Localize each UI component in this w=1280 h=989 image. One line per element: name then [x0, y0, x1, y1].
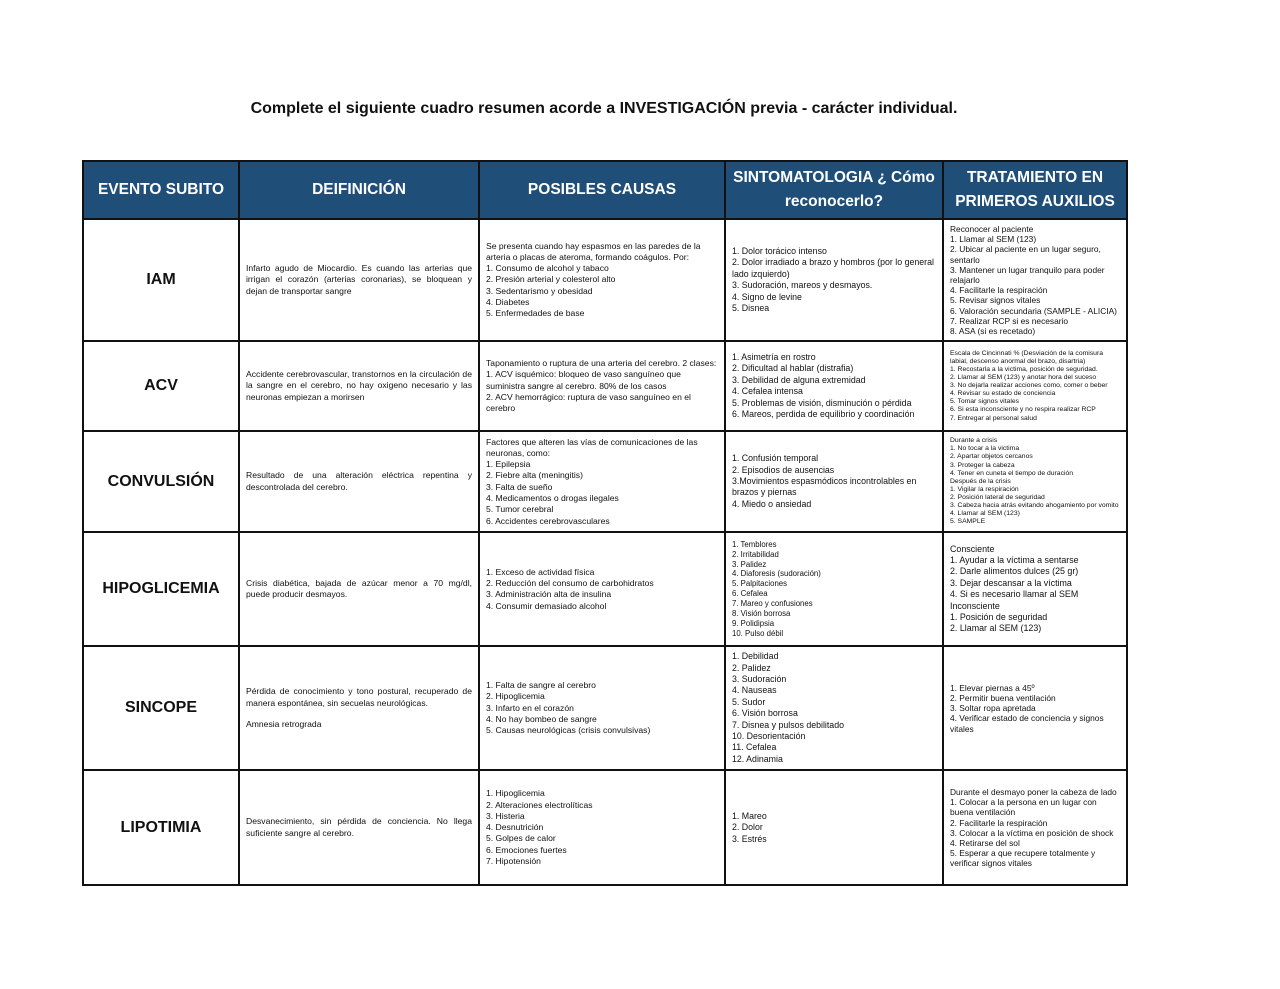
list-item: 2. Dificultad al hablar (distrafia) — [732, 363, 854, 374]
treatment-cell — [943, 431, 1127, 532]
list-item: 6. Cefalea — [732, 589, 768, 599]
list-item: Inconsciente — [950, 600, 1000, 611]
list-item: 3. Sudoración — [732, 674, 787, 685]
list-item: 12. Adinamia — [732, 753, 783, 764]
list-item: 1. Consumo de alcohol y tabaco — [486, 263, 609, 274]
symptoms-cell — [725, 341, 943, 431]
list-item: 1. Posición de seguridad — [950, 612, 1048, 623]
list-item: 5. Tomar signos vitales — [950, 398, 1020, 406]
list-item: 2. Irritabilidad — [732, 549, 779, 559]
list-item: 4. Diabetes — [486, 297, 530, 308]
table-row — [83, 770, 1127, 885]
definition-cell — [239, 646, 479, 770]
list-item: 3. Estrés — [732, 833, 767, 844]
list-item: 3. Sedentarismo y obesidad — [486, 285, 593, 296]
list-item: 4. Llamar al SEM (123) — [950, 510, 1020, 518]
list-item: 5. Palpitaciones — [732, 579, 788, 589]
treatment-list — [950, 683, 1120, 734]
list-item: 10. Desorientación — [732, 731, 806, 742]
symptoms-list — [732, 453, 936, 510]
list-item: 1. Ayudar a la víctima a sentarse — [950, 555, 1079, 566]
list-item: 1. Vigilar la respiración — [950, 485, 1019, 493]
list-item: 1. Epilepsia — [486, 459, 531, 470]
list-item: 4. Signo de levine — [732, 291, 802, 302]
list-item: 1. Temblores — [732, 539, 777, 549]
list-item: Se presenta cuando hay espasmos en las paredes de la arteria o placas de ateroma, formando coágulos. Por: — [486, 240, 701, 262]
list-item: 5. Revisar signos vitales — [950, 295, 1041, 306]
causes-cell — [479, 341, 725, 431]
causes-cell — [479, 219, 725, 341]
list-item: 1. Llamar al SEM (123) — [950, 234, 1037, 245]
list-item: Escala de Cincinnati % (Desviación de la comisura labial, descenso anormal del brazo, disartria) — [950, 349, 1103, 365]
list-item: 1. Exceso de actividad física — [486, 566, 595, 577]
list-item: Taponamiento o ruptura de una arteria del cerebro. 2 clases: — [486, 357, 717, 368]
list-item: 8. ASA (si es recetado) — [950, 326, 1036, 337]
causes-cell — [479, 532, 725, 646]
table-row — [83, 219, 1127, 341]
list-item: 5. Tumor cerebral — [486, 504, 554, 515]
list-item: 3. Administración alta de insulina — [486, 589, 612, 600]
list-item: 4. Nauseas — [732, 685, 777, 696]
list-item: 4. Facilitarle la respiración — [950, 285, 1048, 296]
list-item: 5. Causas neurológicas (crisis convulsivas) — [486, 725, 651, 736]
list-item: 7. Disnea y pulsos debilitado — [732, 719, 844, 730]
treatment-cell — [943, 532, 1127, 646]
list-item: 4. Consumir demasiado alcohol — [486, 600, 607, 611]
list-item: Factores que alteren las vías de comunicaciones de las neuronas, como: — [486, 436, 698, 458]
list-item: 1. ACV isquémico: bloqueo de vaso sanguíneo que suministra sangre al cerebro. 80% de los casos — [486, 369, 681, 391]
list-item: 2. Apartar objetos cercanos — [950, 453, 1033, 461]
list-item: 4. Miedo o ansiedad — [732, 498, 812, 509]
list-item: 1. Dolor torácico intenso — [732, 245, 827, 256]
table-row — [83, 341, 1127, 431]
list-item: 2. Facilitarle la respiración — [950, 817, 1048, 828]
list-item: 7. Mareo y confusiones — [732, 599, 813, 609]
list-item: Durante el desmayo poner la cabeza de lado — [950, 786, 1117, 797]
causes-cell — [479, 646, 725, 770]
list-item: 4. Verificar estado de conciencia y signos vitales — [950, 713, 1104, 734]
list-item: 1. Mareo — [732, 810, 767, 821]
symptoms-list — [732, 352, 936, 420]
list-item: 1. Asimetría en rostro — [732, 352, 816, 363]
list-item: 6. Visión borrosa — [732, 708, 798, 719]
list-item: 2. Dolor irradiado a brazo y hombros (por lo general lado izquierdo) — [732, 257, 934, 279]
list-item: 4. Tener en cuneta el tiempo de duración — [950, 469, 1074, 477]
list-item: 5. Disnea — [732, 302, 770, 313]
causes-list — [486, 358, 718, 414]
list-item: Durante a crisis — [950, 437, 998, 445]
list-item: 3. Dejar descansar a la víctima — [950, 577, 1072, 588]
list-item: 1. Colocar a la persona en un lugar con buena ventilación — [950, 797, 1097, 818]
header-treatment: TRATAMIENTO EN PRIMEROS AUXILIOS — [943, 161, 1127, 219]
definition-cell — [239, 431, 479, 532]
list-item: 7. Entregar al personal salud — [950, 414, 1037, 422]
list-item: 2. Permitir buena ventilación — [950, 692, 1056, 703]
list-item: 5. Enfermedades de base — [486, 308, 585, 319]
list-item: 6. Si esta inconsciente y no respira realizar RCP — [950, 406, 1096, 414]
header-row — [83, 161, 1127, 219]
list-item: 9. Polidipsia — [732, 618, 775, 628]
list-item: 2. Reducción del consumo de carbohidratos — [486, 577, 654, 588]
causes-cell — [479, 770, 725, 885]
definition-text: Desvanecimiento, sin pérdida de conciencia. No llega suficiente sangre al cerebro. — [246, 816, 472, 838]
list-item: 4. Si es necesario llamar al SEM — [950, 589, 1079, 600]
list-item: 2. Presión arterial y colesterol alto — [486, 274, 616, 285]
list-item: 4. Medicamentos o drogas ilegales — [486, 493, 619, 504]
treatment-cell — [943, 219, 1127, 341]
definition-text: Amnesia retrograda — [246, 719, 322, 730]
list-item: 3. Mantener un lugar tranquilo para poder relajarlo — [950, 264, 1105, 286]
list-item: 6. Mareos, perdida de equilibrio y coordinación — [732, 409, 915, 420]
list-item: 5. Golpes de calor — [486, 833, 556, 844]
causes-list — [486, 437, 718, 527]
list-item: Reconocer al paciente — [950, 224, 1034, 234]
list-item: 3. Infarto en el corazón — [486, 702, 574, 713]
symptoms-cell — [725, 770, 943, 885]
list-item: 5. Problemas de visión, disminución o pérdida — [732, 397, 912, 408]
table-row — [83, 646, 1127, 770]
list-item: 4. Revisar su estado de conciencia — [950, 390, 1056, 398]
header-definition: DEIFINICIÓN — [239, 161, 479, 219]
list-item: 3. Colocar a la víctima en posición de shock — [950, 827, 1114, 838]
definition-text: Accidente cerebrovascular, transtornos en la circulación de la sangre en el cerebro, no hay oxigeno necesario y las neuronas empiezan a morirsen — [246, 368, 472, 402]
list-item: 2. Posición lateral de seguridad — [950, 493, 1045, 501]
list-item: 2. Dolor — [732, 822, 763, 833]
list-item: 2. Episodios de ausencias — [732, 464, 835, 475]
symptoms-list — [732, 540, 936, 639]
list-item: 4. Retirarse del sol — [950, 838, 1020, 848]
list-item: 1. Debilidad — [732, 651, 779, 662]
list-item: 3.Movimientos espasmódicos incontrolables en brazos y piernas — [732, 476, 917, 498]
list-item: 2. Ubicar al paciente en un lugar seguro, sentarlo — [950, 244, 1101, 265]
list-item: Después de la crisis — [950, 477, 1011, 485]
list-item: 3. Histeria — [486, 810, 525, 821]
list-item: 1. Confusión temporal — [732, 453, 819, 464]
list-item: 3. Cabeza hacia atrás evitando ahogamiento por vomito — [950, 501, 1119, 509]
list-item: 2. Alteraciones electrolíticas — [486, 799, 593, 810]
list-item: 5. SAMPLE — [950, 518, 986, 526]
definition-cell — [239, 341, 479, 431]
list-item: 2. Llamar al SEM (123) — [950, 623, 1042, 634]
causes-list — [486, 241, 718, 320]
causes-list — [486, 680, 718, 736]
list-item: 4. Cefalea intensa — [732, 386, 803, 397]
list-item: 5. Sudor — [732, 696, 766, 707]
list-item: 1. Elevar piernas a 45º — [950, 682, 1035, 693]
list-item: 5. Esperar a que recupere totalmente y verificar signos vitales — [950, 848, 1096, 869]
list-item: 2. Hipoglicemia — [486, 691, 545, 702]
list-item: 3. Palidez — [732, 559, 767, 569]
header-causes: POSIBLES CAUSAS — [479, 161, 725, 219]
table-row — [83, 532, 1127, 646]
list-item: 6. Emociones fuertes — [486, 844, 567, 855]
event-name: LIPOTIMIA — [83, 770, 239, 885]
list-item: 7. Hipotensión — [486, 856, 541, 867]
header-symptoms: SINTOMATOLOGIA ¿ Cómo reconocerlo? — [725, 161, 943, 219]
treatment-list — [950, 787, 1120, 869]
definition-text: Pérdida de conocimiento y tono postural, recuperado de manera espontánea, sin secuelas neurológicas. — [246, 686, 472, 708]
definition-cell — [239, 219, 479, 341]
treatment-cell — [943, 646, 1127, 770]
causes-list — [486, 788, 718, 867]
list-item: 3. Sudoración, mareos y desmayos. — [732, 280, 873, 291]
list-item: 11. Cefalea — [732, 742, 777, 753]
treatment-list — [950, 350, 1120, 423]
list-item: 2. Darle alimentos dulces (25 gr) — [950, 566, 1079, 577]
event-name: IAM — [83, 219, 239, 341]
event-name: CONVULSIÓN — [83, 431, 239, 532]
list-item: 6. Accidentes cerebrovasculares — [486, 515, 610, 526]
list-item: 1. No tocar a la victima — [950, 445, 1020, 453]
definition-text: Resultado de una alteración eléctrica repentina y descontrolada del cerebro. — [246, 470, 472, 492]
symptoms-cell — [725, 646, 943, 770]
list-item: 10. Pulso débil — [732, 628, 784, 638]
list-item: 3. Soltar ropa apretada — [950, 703, 1036, 714]
treatment-cell — [943, 341, 1127, 431]
symptoms-list — [732, 246, 936, 314]
list-item: 2. Fiebre alta (meningitis) — [486, 470, 583, 481]
list-item: 7. Realizar RCP si es necesario — [950, 315, 1069, 326]
treatment-cell — [943, 770, 1127, 885]
causes-cell — [479, 431, 725, 532]
list-item: 1. Hipoglicemia — [486, 788, 545, 799]
symptoms-cell — [725, 532, 943, 646]
treatment-list — [950, 544, 1120, 635]
list-item: 6. Valoración secundaria (SAMPLE - ALICIA) — [950, 305, 1117, 316]
list-item: Consciente — [950, 543, 995, 554]
causes-list — [486, 567, 718, 612]
symptoms-list — [732, 651, 936, 765]
event-name: ACV — [83, 341, 239, 431]
symptoms-cell — [725, 219, 943, 341]
list-item: 2. Palidez — [732, 662, 771, 673]
symptoms-cell — [725, 431, 943, 532]
list-item: 4. Diaforesis (sudoración) — [732, 569, 821, 579]
list-item: 3. No dejarla realizar acciones como, comer o beber — [950, 382, 1108, 390]
list-item: 4. Desnutrición — [486, 822, 544, 833]
page-title: Complete el siguiente cuadro resumen acorde a INVESTIGACIÓN previa - carácter individual. — [250, 100, 958, 117]
list-item: 3. Falta de sueño — [486, 481, 553, 492]
list-item: 8. Visión borrosa — [732, 609, 791, 619]
header-event: EVENTO SUBITO — [83, 161, 239, 219]
event-name: SINCOPE — [83, 646, 239, 770]
definition-cell — [239, 532, 479, 646]
event-name: HIPOGLICEMIA — [83, 532, 239, 646]
list-item: 2. ACV hemorrágico: ruptura de vaso sanguíneo en el cerebro — [486, 391, 691, 414]
list-item: 1. Falta de sangre al cerebro — [486, 680, 596, 691]
treatment-list — [950, 224, 1120, 336]
definition-cell — [239, 770, 479, 885]
list-item: 2. Llamar al SEM (123) y anotar hora del suceso — [950, 374, 1097, 382]
list-item: 1. Recostarla a la victima, posición de seguridad. — [950, 366, 1098, 373]
list-item: 3. Proteger la cabeza — [950, 461, 1015, 469]
summary-table — [82, 160, 1128, 886]
table-row — [83, 431, 1127, 532]
definition-text: Infarto agudo de Miocardio. Es cuando las arterias que irrigan el corazón (arterias coronarias), se bloquean y dejan de transportar sangre — [246, 262, 472, 296]
list-item: 3. Debilidad de alguna extremidad — [732, 374, 866, 385]
definition-text: Crisis diabética, bajada de azúcar menor a 70 mg/dl, puede producir desmayos. — [246, 577, 472, 600]
symptoms-list — [732, 811, 936, 845]
treatment-list — [950, 437, 1120, 526]
list-item: 4. No hay bombeo de sangre — [486, 713, 597, 724]
